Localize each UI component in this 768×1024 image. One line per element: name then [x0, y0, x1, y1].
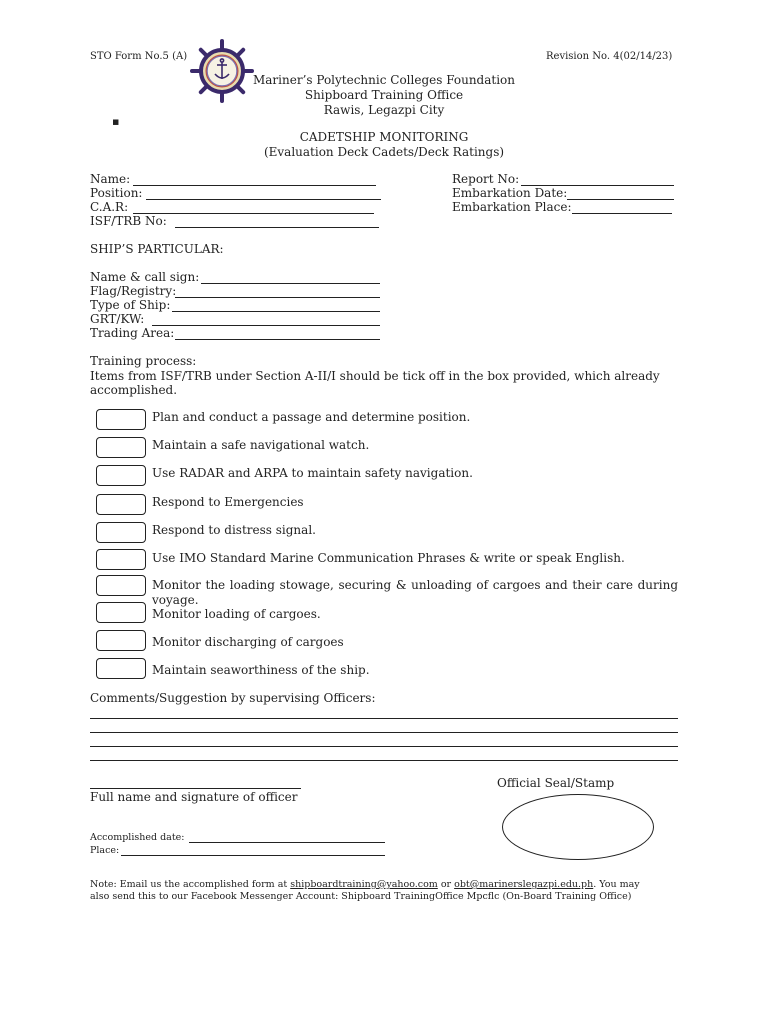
report-no-label: Report No:: [452, 172, 520, 186]
flag-registry-field[interactable]: [175, 297, 380, 298]
checklist-item: Monitor the loading stowage, securing & unloading of cargoes and their care during: [152, 578, 678, 592]
call-sign-label: Name & call sign:: [90, 270, 200, 284]
office-name: Shipboard Training Office: [304, 88, 464, 102]
checklist-item: Respond to Emergencies: [152, 495, 304, 509]
checkbox-discharging-cargoes[interactable]: [96, 630, 146, 651]
note-line-2: also send this to our Facebook Messenger Account: Shipboard TrainingOffice Mpcflc (On-Board Training Office): [90, 891, 632, 902]
training-heading: Training process:: [90, 354, 197, 368]
place-field[interactable]: [121, 855, 385, 856]
note-or: or: [437, 879, 455, 890]
seal-stamp-area: [502, 794, 654, 860]
embarkation-date-field[interactable]: [567, 199, 674, 200]
checkbox-navigational-watch[interactable]: [96, 437, 146, 458]
trading-area-label: Trading Area:: [90, 326, 175, 340]
email-link-edu[interactable]: obt@marinerslegazpi.edu.ph: [454, 879, 594, 890]
officer-signature-label: Full name and signature of officer: [90, 790, 298, 804]
checkbox-seaworthiness[interactable]: [96, 658, 146, 679]
checkbox-cargo-care[interactable]: [96, 575, 146, 596]
ships-particular-heading: SHIP’S PARTICULAR:: [90, 242, 224, 256]
comments-heading: Comments/Suggestion by supervising Officers:: [90, 691, 376, 705]
trading-area-field[interactable]: [175, 339, 380, 340]
flag-registry-label: Flag/Registry:: [90, 284, 177, 298]
embarkation-place-field[interactable]: [572, 213, 672, 214]
office-address: Rawis, Legazpi City: [323, 103, 445, 117]
note-suffix: . You may: [593, 879, 640, 890]
embarkation-date-label: Embarkation Date:: [452, 186, 568, 200]
checklist-item: Use RADAR and ARPA to maintain safety navigation.: [152, 466, 473, 480]
checklist-item: Maintain a safe navigational watch.: [152, 438, 370, 452]
checkbox-radar-arpa[interactable]: [96, 465, 146, 486]
accomplished-date-label: Accomplished date:: [90, 832, 185, 843]
form-subtitle: (Evaluation Deck Cadets/Deck Ratings): [263, 145, 505, 159]
accomplished-date-field[interactable]: [189, 842, 385, 843]
bullet-mark: ▪: [112, 115, 120, 128]
officer-signature-line[interactable]: [90, 788, 301, 789]
checklist-item: Plan and conduct a passage and determine position.: [152, 410, 471, 424]
checkbox-plan-passage[interactable]: [96, 409, 146, 430]
checklist-item: Monitor loading of cargoes.: [152, 607, 321, 621]
name-field[interactable]: [133, 185, 376, 186]
place-label: Place:: [90, 845, 120, 856]
note-line: [90, 879, 640, 890]
checkbox-imo-phrases[interactable]: [96, 549, 146, 570]
note-prefix: Note: Email us the accomplished form at: [90, 879, 291, 890]
embarkation-place-label: Embarkation Place:: [452, 200, 572, 214]
checklist-item: Monitor discharging of cargoes: [152, 635, 344, 649]
comment-line[interactable]: [90, 746, 678, 747]
form-title: CADETSHIP MONITORING: [299, 130, 469, 144]
isf-trb-label: ISF/TRB No:: [90, 214, 167, 228]
car-field[interactable]: [133, 213, 374, 214]
comment-line[interactable]: [90, 760, 678, 761]
checklist-item: Respond to distress signal.: [152, 523, 316, 537]
checklist-item-cont: voyage.: [152, 593, 199, 607]
training-instruction-cont: accomplished.: [90, 383, 178, 397]
email-link-yahoo[interactable]: shipboardtraining@yahoo.com: [290, 879, 438, 890]
comment-line[interactable]: [90, 718, 678, 719]
checkbox-loading-cargoes[interactable]: [96, 602, 146, 623]
position-label: Position:: [90, 186, 143, 200]
form-number: STO Form No.5 (A): [90, 51, 188, 62]
checkbox-distress-signal[interactable]: [96, 522, 146, 543]
type-of-ship-label: Type of Ship:: [90, 298, 171, 312]
training-instruction: Items from ISF/TRB under Section A-II/I should be tick off in the box provided, which already: [90, 369, 660, 383]
grt-kw-label: GRT/KW:: [90, 312, 145, 326]
comment-line[interactable]: [90, 732, 678, 733]
org-name: Mariner’s Polytechnic Colleges Foundation: [252, 73, 515, 87]
checklist-item: Use IMO Standard Marine Communication Phrases & write or speak English.: [152, 551, 625, 565]
name-label: Name:: [90, 172, 131, 186]
checklist-item: Maintain seaworthiness of the ship.: [152, 663, 370, 677]
position-field[interactable]: [146, 199, 381, 200]
isf-trb-field[interactable]: [175, 227, 379, 228]
type-of-ship-field[interactable]: [172, 311, 380, 312]
grt-kw-field[interactable]: [152, 325, 380, 326]
call-sign-field[interactable]: [201, 283, 380, 284]
checkbox-emergencies[interactable]: [96, 494, 146, 515]
seal-label: Official Seal/Stamp: [497, 776, 615, 790]
car-label: C.A.R:: [90, 200, 129, 214]
revision-number: Revision No. 4(02/14/23): [546, 51, 673, 62]
